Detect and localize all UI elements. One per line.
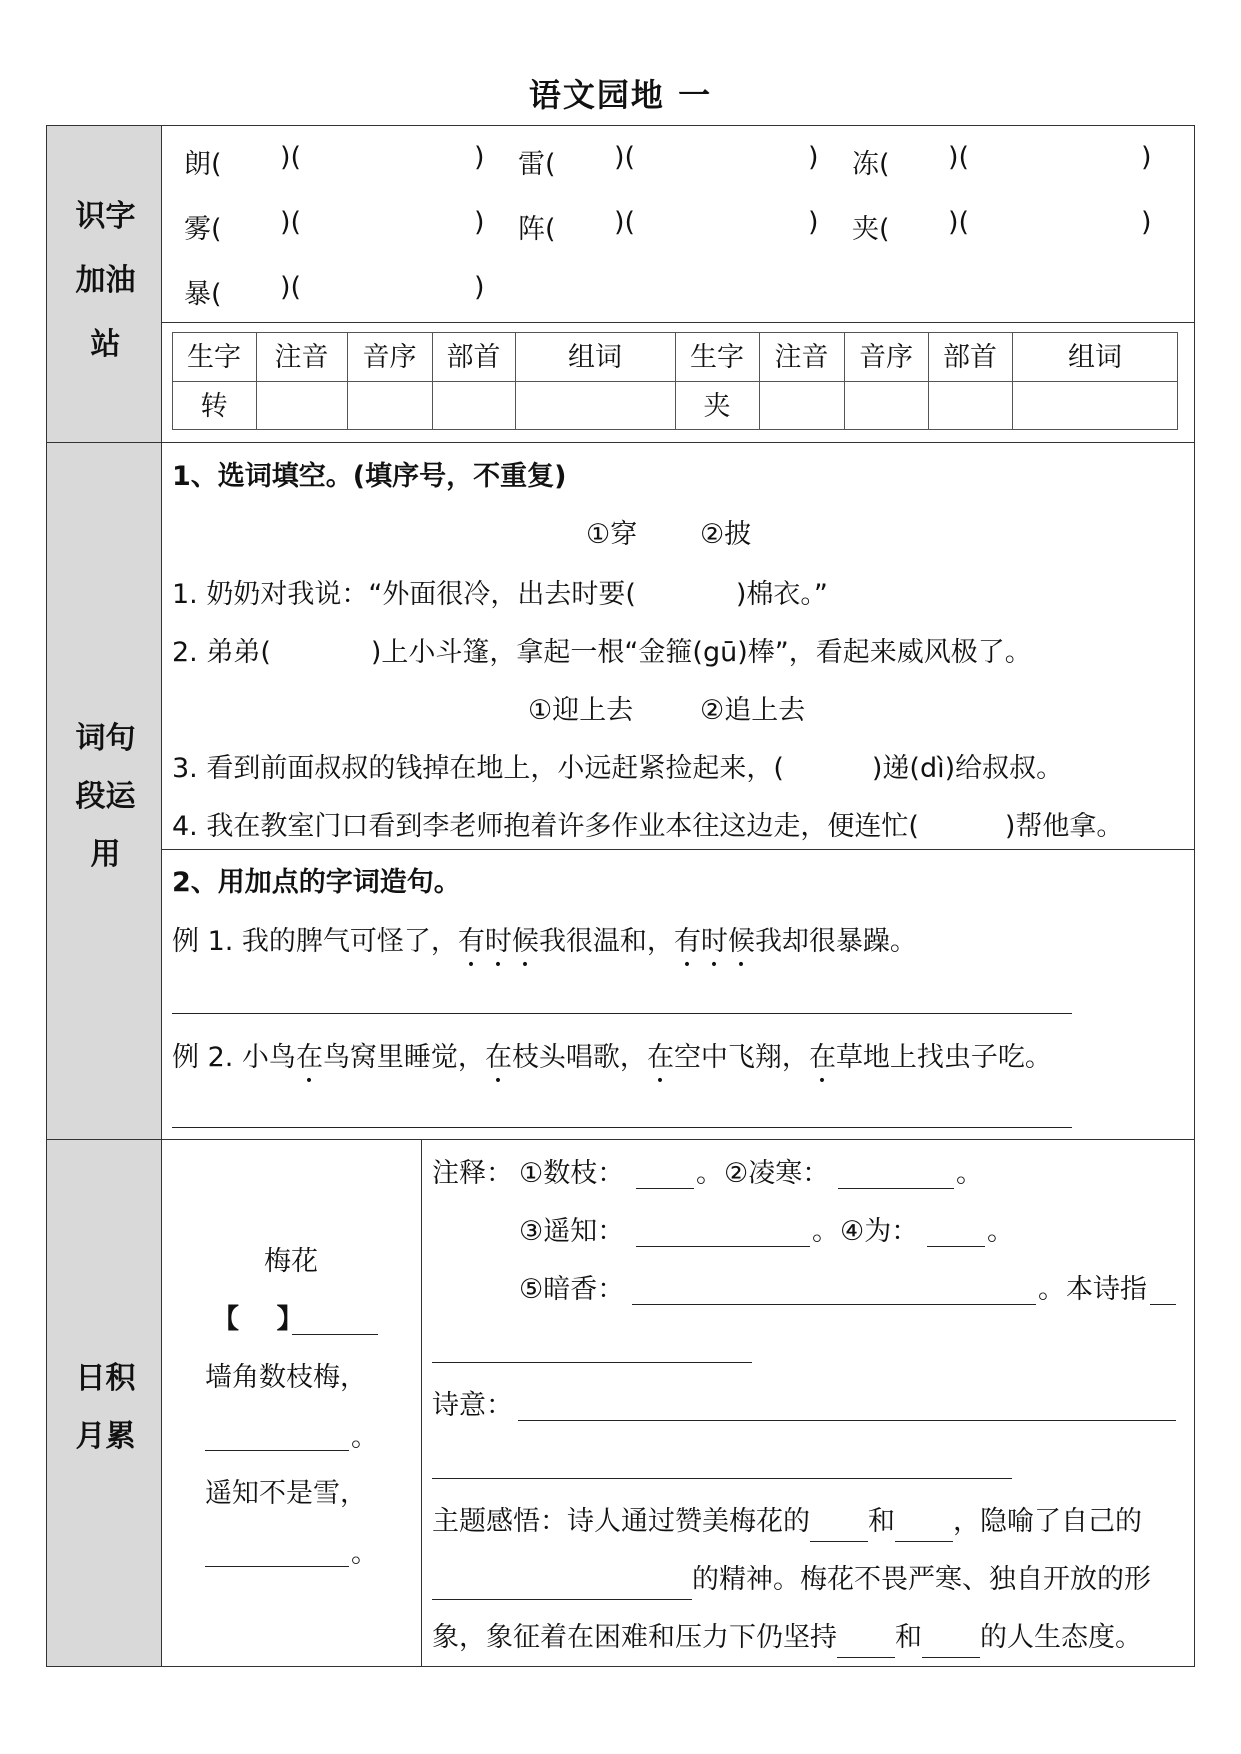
pinyin-item <box>518 142 556 181</box>
pinyin-item <box>518 207 556 246</box>
q-text: 3. 看到前面叔叔的钱掉在地上，小远赶紧捡起来，( <box>172 753 784 784</box>
period: 。 <box>696 1158 723 1189</box>
poem-title: 梅花 <box>264 1246 318 1277</box>
period: 。 <box>1038 1274 1065 1305</box>
pinyin-end: ) <box>1141 142 1152 173</box>
poem-divider <box>421 1139 422 1667</box>
label-line: 站 <box>90 327 121 362</box>
pinyin-end: ) <box>808 142 819 173</box>
question-2 <box>172 633 1032 673</box>
q-text: )递(dì)给叔叔。 <box>871 753 1064 784</box>
ex-text: 枝头唱歌， <box>511 1042 647 1073</box>
option: ①穿 <box>586 519 638 550</box>
table-header: 部首 <box>943 342 997 373</box>
page-title: 语文园地 一 <box>528 76 713 114</box>
poem-meaning-blank[interactable] <box>518 1420 1176 1421</box>
pinyin-mid: )( <box>948 142 970 173</box>
pinyin-item <box>852 142 890 181</box>
task1-heading: 1、选词填空。(填序号，不重复) <box>172 461 567 492</box>
ex-text: 例 2. 小鸟 <box>172 1042 296 1073</box>
dotted-text: 有时候 <box>673 926 755 957</box>
note-4: ④为： <box>840 1216 919 1247</box>
pinyin-mid: )( <box>614 207 636 238</box>
q-text: )帮他拿。 <box>1004 811 1124 842</box>
dotted-text: 在 <box>484 1042 512 1073</box>
note-5-blank[interactable] <box>632 1304 1036 1305</box>
note-5-tail: 本诗指 <box>1066 1274 1147 1305</box>
question-3 <box>172 749 1063 789</box>
period: 。 <box>812 1216 839 1247</box>
q-text: 4. 我在教室门口看到李老师抱着许多作业本往这边走，便连忙( <box>172 811 919 842</box>
ex-text: 空中飞翔， <box>673 1042 809 1073</box>
note-1: ①数枝： <box>519 1158 625 1189</box>
pinyin-item <box>852 207 890 246</box>
label-line: 加油 <box>75 263 136 298</box>
table-char: 转 <box>200 391 228 422</box>
pinyin-char: 朗( <box>184 149 222 180</box>
table-header: 音序 <box>362 342 417 373</box>
pinyin-char: 雾( <box>184 214 222 245</box>
note-2-blank[interactable] <box>838 1188 954 1189</box>
label-line: 用 <box>90 837 121 872</box>
theme-blank[interactable] <box>922 1629 980 1658</box>
theme-line-1 <box>432 1502 1142 1542</box>
table-header: 组词 <box>568 342 622 373</box>
ex-text: 我很温和， <box>538 926 674 957</box>
task2-heading: 2、用加点的字词造句。 <box>172 867 461 898</box>
pinyin-end: ) <box>474 207 485 238</box>
table-header: 生字 <box>187 342 241 373</box>
note-1-blank[interactable] <box>636 1188 694 1189</box>
poem-period: 。 <box>351 1538 378 1569</box>
note-5-tail-blank[interactable] <box>1150 1304 1176 1305</box>
note-2: ②凌寒： <box>724 1158 830 1189</box>
note-3-blank[interactable] <box>636 1246 810 1247</box>
period: 。 <box>956 1158 983 1189</box>
table-header: 部首 <box>446 342 501 373</box>
pinyin-char: 阵( <box>518 214 556 245</box>
pinyin-item <box>184 142 222 181</box>
ex-text: 我却很暴躁。 <box>754 926 917 957</box>
table-char: 夹 <box>703 391 731 422</box>
poem-meaning-blank-2[interactable] <box>432 1478 1012 1479</box>
pinyin-end: ) <box>808 207 819 238</box>
poem-period: 。 <box>351 1422 378 1453</box>
section-label-shizi <box>48 185 163 377</box>
theme-text: 象，象征着在困难和压力下仍坚持 <box>432 1622 837 1653</box>
theme-blank[interactable] <box>810 1513 868 1542</box>
pinyin-end: ) <box>474 272 485 303</box>
q-text: )上小斗篷，拿起一根“金箍(gū)棒”，看起来威风极了。 <box>370 637 1032 668</box>
label-line: 月累 <box>75 1419 136 1454</box>
table-header: 注音 <box>774 342 829 373</box>
poem-meaning-label: 诗意： <box>432 1390 513 1421</box>
ex-text: 例 1. 我的脾气可怪了， <box>172 926 458 957</box>
theme-text: 和 <box>895 1622 922 1653</box>
theme-blank[interactable] <box>837 1629 895 1658</box>
theme-blank[interactable] <box>895 1513 953 1542</box>
q-text: 1. 奶奶对我说：“外面很冷，出去时要( <box>172 579 636 610</box>
answer-line[interactable] <box>172 1127 1072 1128</box>
notes-label: 注释： <box>432 1158 513 1189</box>
pinyin-char: 暴( <box>184 279 222 310</box>
answer-line[interactable] <box>172 1013 1072 1014</box>
dotted-word <box>458 926 539 957</box>
theme-text: 主题感悟：诗人通过赞美梅花的 <box>432 1506 810 1537</box>
note-3: ③遥知： <box>519 1216 625 1247</box>
option: ②披 <box>700 519 752 550</box>
label-line: 识字 <box>75 199 136 234</box>
theme-text: 和 <box>868 1506 895 1537</box>
table-header: 组词 <box>1068 342 1122 373</box>
pinyin-end: ) <box>1141 207 1152 238</box>
dotted-text: 在 <box>295 1042 323 1073</box>
dotted-text: 在 <box>646 1042 674 1073</box>
section-divider-1 <box>46 442 1195 443</box>
table-header: 注音 <box>274 342 329 373</box>
option: ②追上去 <box>700 695 806 726</box>
note-5: ⑤暗香： <box>519 1274 625 1305</box>
poem-blank-2[interactable] <box>205 1450 349 1451</box>
option: ①迎上去 <box>528 695 634 726</box>
label-line: 日积 <box>75 1361 136 1396</box>
period: 。 <box>987 1216 1014 1247</box>
theme-line-3 <box>432 1618 1142 1658</box>
pinyin-mid: )( <box>280 272 302 303</box>
pinyin-mid: )( <box>280 207 302 238</box>
theme-text: 的精神。梅花不畏严寒、独自开放的形 <box>692 1564 1151 1595</box>
theme-blank[interactable] <box>432 1571 692 1600</box>
q-text: 2. 弟弟( <box>172 637 271 668</box>
pinyin-mid: )( <box>948 207 970 238</box>
subsection-divider-task <box>161 849 1195 850</box>
pinyin-char: 冻( <box>852 149 890 180</box>
note-5-tail-blank-2[interactable] <box>432 1362 752 1363</box>
pinyin-mid: )( <box>614 142 636 173</box>
dotted-text: 在 <box>808 1042 836 1073</box>
label-line: 段运 <box>75 779 136 814</box>
question-4 <box>172 807 1123 847</box>
table-header: 音序 <box>859 342 913 373</box>
author-blank[interactable] <box>292 1334 378 1335</box>
pinyin-end: ) <box>474 142 485 173</box>
subsection-divider-pinyin <box>161 322 1195 323</box>
pinyin-item <box>184 207 222 246</box>
question-1 <box>172 575 828 615</box>
section-divider-2 <box>46 1139 1195 1140</box>
theme-text: ，隐喻了自己的 <box>953 1506 1142 1537</box>
label-line: 词句 <box>75 721 136 756</box>
pinyin-item <box>184 272 222 311</box>
section-label-ciju <box>48 710 163 884</box>
q-text: )棉衣。” <box>735 579 828 610</box>
section-label-riji <box>48 1350 163 1466</box>
pinyin-char: 夹( <box>852 214 890 245</box>
poem-blank-4[interactable] <box>205 1566 349 1567</box>
ex-text: 草地上找虫子吃。 <box>835 1042 1052 1073</box>
theme-text: 的人生态度。 <box>980 1622 1142 1653</box>
pinyin-char: 雷( <box>518 149 556 180</box>
note-4-blank[interactable] <box>927 1246 985 1247</box>
poem-line-3: 遥知不是雪， <box>205 1478 367 1509</box>
example-1 <box>172 922 917 973</box>
poem-author-bracket: 【 】 <box>212 1304 304 1335</box>
example-2 <box>172 1038 1052 1089</box>
ex-text: 鸟窝里睡觉， <box>322 1042 485 1073</box>
pinyin-mid: )( <box>280 142 302 173</box>
theme-line-2 <box>432 1560 1151 1600</box>
dotted-text: 有时候 <box>457 926 539 957</box>
poem-line-1: 墙角数枝梅， <box>205 1362 367 1393</box>
table-header: 生字 <box>690 342 744 373</box>
